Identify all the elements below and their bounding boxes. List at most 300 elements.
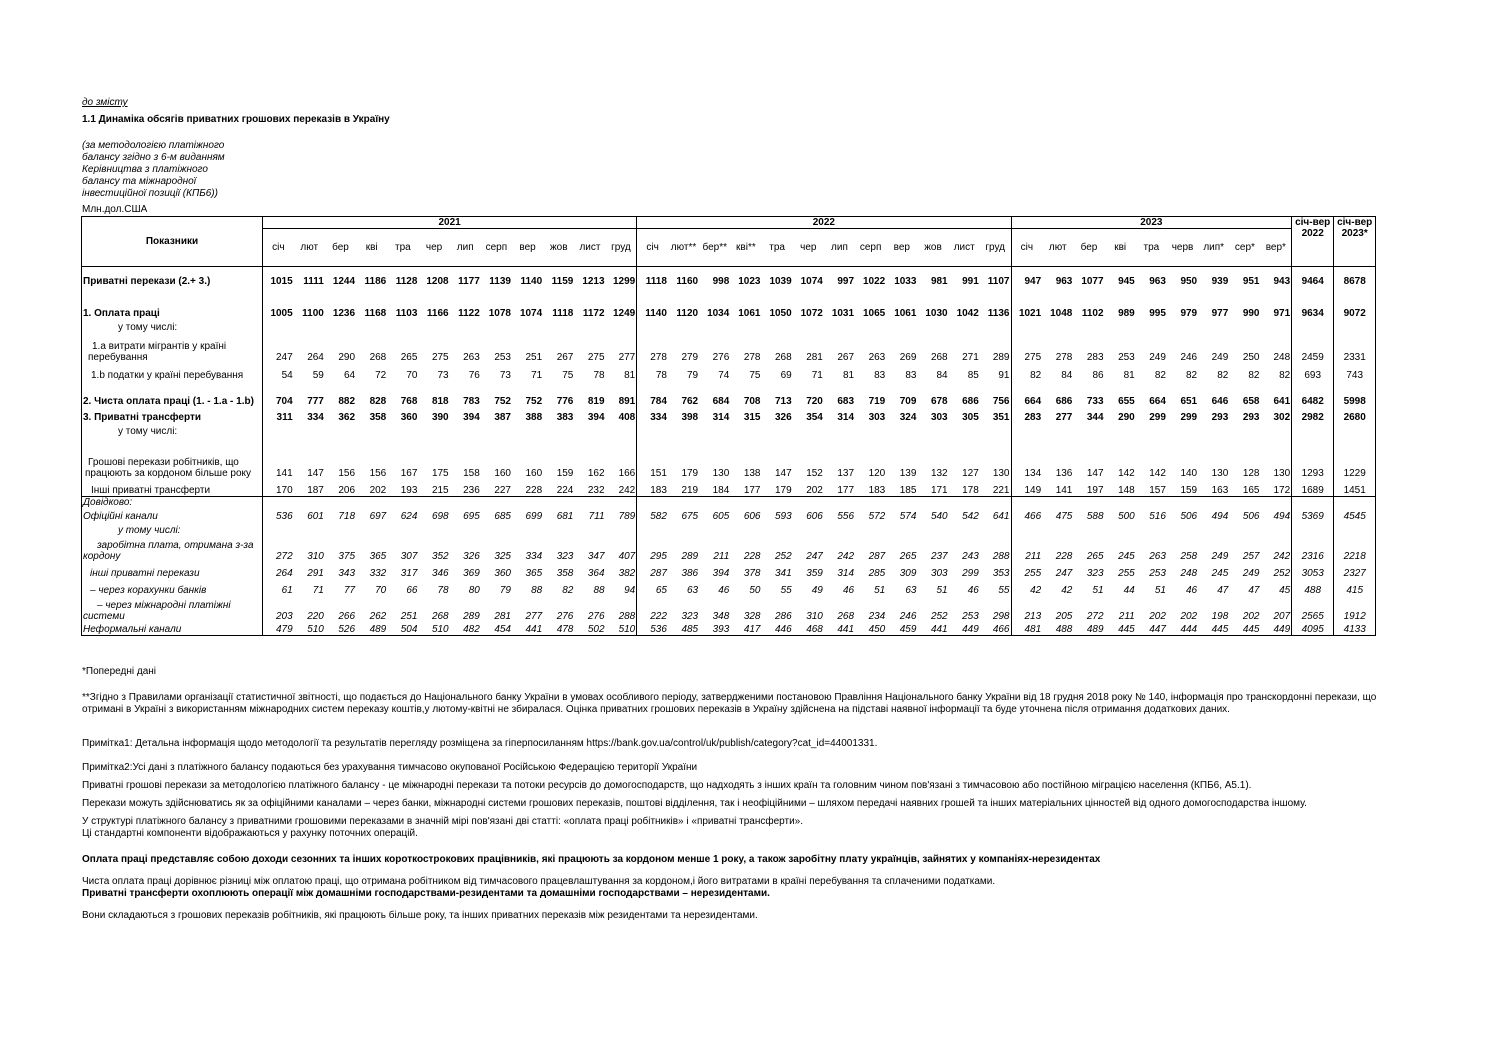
table-cell: 383: [556, 411, 574, 423]
header-month: груд: [980, 229, 1011, 267]
table-cell: 136: [1055, 467, 1073, 479]
table-cell: 369: [463, 568, 480, 579]
table-cell: 70: [375, 585, 387, 596]
table-cell: 1039: [769, 275, 792, 287]
table-row: [82, 579, 1376, 596]
table-cell: 278: [743, 351, 761, 363]
table-cell: 272: [1086, 611, 1104, 622]
table-cell: 82: [1217, 369, 1229, 381]
table-cell: 265: [1086, 551, 1104, 562]
table-cell: 299: [962, 568, 979, 579]
table-cell: 291: [307, 568, 324, 579]
table-cell: 441: [917, 622, 948, 635]
table-cell: 445: [1229, 622, 1260, 635]
table-cell: 183: [637, 479, 668, 497]
table-cell: 1208: [426, 275, 449, 287]
table-cell: 278: [1055, 351, 1073, 363]
table-cell: 449: [949, 622, 980, 635]
table-cell: 289: [681, 551, 699, 562]
table-cell: 63: [905, 585, 917, 596]
table-cell: 290: [1118, 411, 1135, 423]
table-cell: 149: [1011, 479, 1042, 497]
table-cell: 711: [588, 511, 605, 522]
table-cell: 818: [431, 395, 449, 407]
header-month: кві: [1105, 229, 1136, 267]
table-cell: 265: [899, 551, 917, 562]
table-cell: 83: [905, 369, 917, 381]
table-cell: 187: [307, 485, 324, 496]
table-cell: 963: [1149, 275, 1166, 287]
table-cell: 242: [837, 551, 855, 562]
table-cell: 683: [837, 395, 855, 407]
table-cell: 61: [263, 579, 294, 596]
table-cell: 78: [593, 369, 605, 381]
table-cell: 202: [806, 485, 823, 496]
table-cell: 1166: [426, 307, 449, 319]
table-cell: 219: [681, 485, 699, 496]
table-cell: 141: [263, 437, 294, 479]
table-cell: 1236: [332, 307, 356, 319]
table-cell: 130: [1273, 467, 1291, 479]
table-cell: 140: [1180, 467, 1198, 479]
remittances-table: [81, 216, 1376, 636]
page-title: 1.1 Динаміка обсягів приватних грошових переказів в Україну: [82, 114, 390, 125]
table-cell: 510: [294, 622, 325, 635]
table-cell: 266: [338, 611, 356, 622]
table-cell: 684: [712, 395, 730, 407]
table-cell: 221: [992, 485, 1010, 496]
table-cell: 317: [400, 568, 418, 579]
header-month: бер: [1073, 229, 1104, 267]
table-cell: 378: [743, 568, 761, 579]
table-cell: 84: [1061, 369, 1073, 381]
table-cell: 78: [437, 585, 449, 596]
table-cell: 314: [837, 568, 855, 579]
table-cell: 641: [992, 511, 1010, 522]
table-cell: 298: [992, 611, 1010, 622]
header-month: жов: [917, 229, 948, 267]
table-cell: 510: [606, 622, 637, 635]
row-label: Приватні перекази (2.+ 3.): [83, 275, 211, 287]
header-year-2022: 2022: [637, 217, 1011, 229]
table-cell: 269: [899, 351, 917, 363]
table-cell: 147: [775, 467, 792, 479]
table-cell: 303: [930, 568, 948, 579]
table-cell: 5369: [1292, 508, 1334, 522]
table-cell: 776: [556, 395, 574, 407]
row-label: Офіційні канали: [83, 511, 158, 522]
table-cell: 75: [749, 369, 761, 381]
header-indicators: Показники: [82, 217, 263, 267]
table-cell: 1172: [582, 307, 605, 319]
table-cell: 963: [1055, 275, 1073, 287]
table-cell: 1023: [738, 275, 761, 287]
table-cell: 343: [338, 568, 356, 579]
table-row: [82, 407, 1376, 423]
header-month: тра: [387, 229, 418, 267]
table-cell: 211: [1118, 611, 1135, 622]
table-cell: 2316: [1292, 536, 1334, 562]
table-cell: 236: [463, 485, 480, 496]
table-cell: 1005: [263, 301, 294, 319]
table-cell: 947: [1011, 267, 1042, 287]
table-cell: 593: [775, 511, 792, 522]
header-total-2023: січ-вер 2023*: [1334, 217, 1376, 267]
row-label: у тому числі:: [118, 425, 178, 437]
table-cell: 81: [1123, 369, 1135, 381]
table-cell: 516: [1149, 511, 1166, 522]
table-cell: 394: [463, 411, 480, 423]
table-cell: 271: [962, 351, 979, 363]
row-label: Грошові перекази робітників, що працюють за кордоном більше року: [85, 456, 252, 479]
table-cell: 699: [525, 511, 543, 522]
table-cell: 142: [1118, 467, 1135, 479]
table-cell: 1031: [831, 307, 855, 319]
table-cell: 1048: [1050, 307, 1073, 319]
toc-link[interactable]: до змісту: [82, 97, 128, 108]
table-cell: 147: [307, 467, 324, 479]
table-cell: 45: [1279, 585, 1291, 596]
table-cell: 276: [712, 351, 730, 363]
table-cell: 9634: [1292, 301, 1334, 319]
table-cell: 365: [369, 551, 387, 562]
table-cell: 160: [525, 467, 543, 479]
table-cell: 252: [930, 611, 948, 622]
table-cell: 272: [263, 536, 294, 562]
table-row: [82, 479, 1376, 497]
table-cell: 685: [494, 511, 511, 522]
table-cell: 78: [637, 363, 668, 381]
table-cell: 249: [1242, 568, 1260, 579]
table-cell: 245: [1211, 568, 1229, 579]
row-label: 3. Приватні трансферти: [83, 411, 202, 423]
table-row: [82, 301, 1376, 319]
table-cell: 224: [556, 485, 574, 496]
table-cell: 394: [712, 568, 730, 579]
table-cell: 277: [525, 611, 543, 622]
header-month: січ: [637, 229, 668, 267]
note-paragraph: Чиста оплата праці дорівнює різниці між оплатою праці, що отримана робітником від тимчасового працевлаштування за кордоном,і його витратами в країні перебування та сплаченими податками.: [82, 876, 996, 887]
table-cell: 719: [868, 395, 886, 407]
table-cell: 177: [743, 485, 761, 496]
table-cell: 697: [369, 511, 387, 522]
row-label: у тому числі:: [118, 525, 181, 536]
table-cell: 1074: [519, 307, 543, 319]
table-cell: 132: [930, 467, 948, 479]
table-cell: 743: [1334, 363, 1376, 381]
table-cell: 51: [1154, 585, 1166, 596]
table-cell: 784: [637, 381, 668, 407]
table-cell: 158: [463, 467, 480, 479]
table-cell: 1015: [263, 267, 294, 287]
table-cell: 606: [806, 511, 823, 522]
row-label: 1.b податки у країні перебування: [91, 369, 244, 381]
table-cell: 288: [992, 551, 1010, 562]
table-cell: 268: [369, 351, 387, 363]
table-cell: 482: [450, 622, 481, 635]
header-month: бер**: [699, 229, 730, 267]
table-cell: 202: [1149, 611, 1166, 622]
table-cell: 207: [1273, 611, 1291, 622]
table-cell: 77: [343, 585, 356, 596]
table-cell: 46: [842, 585, 855, 596]
table-cell: 362: [338, 411, 356, 423]
table-cell: 777: [307, 395, 324, 407]
table-cell: 2565: [1292, 596, 1334, 622]
table-cell: 288: [618, 611, 636, 622]
table-cell: 981: [930, 275, 948, 287]
table-cell: 326: [775, 411, 792, 423]
header-month: лип: [450, 229, 481, 267]
table-cell: 695: [463, 511, 480, 522]
table-cell: 315: [743, 411, 761, 423]
header-month: січ: [1011, 229, 1042, 267]
header-year-2023: 2023: [1011, 217, 1292, 229]
table-cell: 709: [899, 395, 917, 407]
table-cell: 76: [468, 369, 480, 381]
header-month: лип*: [1198, 229, 1229, 267]
table-cell: 466: [980, 622, 1011, 635]
table-cell: 275: [1011, 333, 1042, 363]
table-cell: 1074: [800, 275, 823, 287]
table-cell: 720: [806, 395, 823, 407]
table-cell: 183: [868, 485, 886, 496]
table-cell: 65: [637, 579, 668, 596]
table-cell: 1122: [458, 307, 480, 319]
table-cell: 311: [263, 407, 294, 423]
table-cell: 275: [587, 351, 605, 363]
table-cell: 179: [775, 485, 792, 496]
table-cell: 156: [369, 467, 387, 479]
table-cell: 408: [618, 411, 636, 423]
table-cell: 293: [1242, 411, 1260, 423]
table-cell: 80: [468, 585, 480, 596]
table-row: [82, 363, 1376, 381]
table-cell: 9464: [1292, 267, 1334, 287]
header-month: лют: [1042, 229, 1073, 267]
table-cell: 299: [1180, 411, 1198, 423]
table-cell: 481: [1011, 622, 1042, 635]
note-paragraph: Приватні трансферти охоплюють операції між домашніми господарствами-резидентами та домашніми господарствами – нерезидентами.: [82, 888, 770, 899]
table-row: [82, 423, 1376, 437]
table-cell: 314: [837, 411, 855, 423]
table-cell: 394: [587, 411, 605, 423]
table-cell: 1128: [395, 275, 418, 287]
table-cell: 939: [1211, 275, 1229, 287]
table-cell: 307: [400, 551, 418, 562]
table-cell: 360: [494, 568, 511, 579]
table-cell: 605: [712, 511, 730, 522]
table-cell: 950: [1180, 275, 1198, 287]
table-cell: 202: [1180, 611, 1198, 622]
table-cell: 94: [624, 585, 636, 596]
table-cell: 651: [1180, 395, 1198, 407]
table-cell: 228: [743, 551, 761, 562]
table-cell: 1050: [769, 307, 792, 319]
table-cell: 85: [967, 369, 979, 381]
table-cell: 120: [868, 467, 886, 479]
table-cell: 2327: [1334, 562, 1376, 579]
table-cell: 998: [712, 275, 730, 287]
header-month: чер: [418, 229, 449, 267]
header-month: тра: [1136, 229, 1167, 267]
table-cell: 977: [1211, 307, 1229, 319]
table-cell: 1159: [551, 275, 574, 287]
note-paragraph: Вони складаються з грошових переказів робітників, які працюють більше року, та інших приватних переказів між резидентами та нерезидентами.: [82, 910, 758, 921]
header-month: кві**: [730, 229, 761, 267]
table-cell: 1229: [1334, 437, 1376, 479]
table-cell: 346: [431, 568, 449, 579]
table-cell: 360: [400, 411, 418, 423]
table-cell: 88: [531, 585, 543, 596]
table-cell: 943: [1273, 275, 1291, 287]
table-cell: 197: [1086, 485, 1104, 496]
table-cell: 1102: [1081, 307, 1104, 319]
table-cell: 171: [930, 485, 948, 496]
table-cell: 46: [1186, 585, 1198, 596]
row-label: Неформальні канали: [83, 623, 182, 635]
row-label: інші приватні перекази: [90, 568, 200, 579]
table-cell: 1030: [925, 307, 948, 319]
table-cell: 82: [1154, 369, 1166, 381]
table-cell: 148: [1118, 485, 1135, 496]
table-row: [82, 319, 1376, 333]
table-cell: 417: [730, 622, 761, 635]
table-cell: 358: [556, 568, 574, 579]
table-cell: 502: [574, 622, 605, 635]
notes-section: [82, 666, 1402, 922]
table-cell: 267: [837, 351, 855, 363]
table-cell: 247: [263, 333, 294, 363]
table-cell: 175: [431, 467, 449, 479]
table-cell: 159: [1180, 485, 1198, 496]
table-cell: 228: [525, 485, 543, 496]
header-month: жов: [543, 229, 574, 267]
table-cell: 708: [743, 395, 761, 407]
table-cell: 494: [1273, 511, 1291, 522]
table-cell: 789: [618, 511, 636, 522]
table-cell: 364: [587, 568, 605, 579]
table-cell: 42: [1061, 585, 1073, 596]
table-cell: 198: [1211, 611, 1229, 622]
table-cell: 325: [494, 551, 511, 562]
table-cell: 179: [681, 467, 699, 479]
table-cell: 328: [743, 611, 761, 622]
table-cell: 262: [369, 611, 387, 622]
table-cell: 664: [1011, 381, 1042, 407]
table-cell: 459: [886, 622, 917, 635]
table-cell: 277: [618, 351, 636, 363]
table-cell: 222: [637, 596, 668, 622]
table-cell: 588: [1086, 511, 1104, 522]
table-cell: 82: [1186, 369, 1198, 381]
table-cell: 334: [525, 551, 543, 562]
table-cell: 42: [1011, 579, 1042, 596]
table-cell: 277: [1055, 411, 1073, 423]
header-month: кві: [356, 229, 387, 267]
table-cell: 268: [930, 351, 948, 363]
header-month: вер: [886, 229, 917, 267]
header-month: лип: [824, 229, 855, 267]
table-cell: 4545: [1334, 508, 1376, 522]
table-cell: 211: [1011, 536, 1042, 562]
header-month: серп: [481, 229, 512, 267]
table-cell: 762: [681, 395, 699, 407]
table-cell: 1140: [637, 301, 668, 319]
table-cell: 72: [375, 369, 387, 381]
table-cell: 248: [1180, 568, 1198, 579]
table-cell: 281: [806, 351, 823, 363]
table-cell: 253: [962, 611, 979, 622]
table-cell: 1244: [332, 275, 356, 287]
note-paragraph: Ці стандартні компоненти відображаються у рахунку поточних операцій.: [82, 828, 418, 839]
table-cell: 1077: [1081, 275, 1104, 287]
table-cell: 510: [418, 622, 449, 635]
table-cell: 303: [868, 411, 886, 423]
table-cell: 352: [431, 551, 449, 562]
table-cell: 2459: [1292, 333, 1334, 363]
table-cell: 79: [687, 369, 699, 381]
table-cell: 768: [400, 395, 418, 407]
table-cell: 142: [1149, 467, 1166, 479]
table-cell: 2331: [1334, 333, 1376, 363]
table-cell: 1120: [676, 307, 699, 319]
table-cell: 1100: [302, 307, 324, 319]
table-cell: 245: [1118, 551, 1135, 562]
table-cell: 398: [681, 411, 699, 423]
table-cell: 713: [775, 395, 792, 407]
table-cell: 167: [400, 467, 418, 479]
table-cell: 678: [930, 395, 948, 407]
table-cell: 206: [338, 485, 356, 496]
table-cell: 283: [1086, 351, 1104, 363]
table-cell: 286: [775, 611, 792, 622]
table-cell: 290: [338, 351, 356, 363]
table-cell: 354: [806, 411, 823, 423]
table-cell: 1022: [863, 275, 886, 287]
table-cell: 251: [400, 611, 418, 622]
table-cell: 251: [525, 351, 543, 363]
table-cell: 247: [1055, 568, 1073, 579]
table-cell: 152: [806, 467, 823, 479]
table-cell: 526: [325, 622, 356, 635]
table-cell: 506: [1180, 511, 1198, 522]
header-year-2021: 2021: [263, 217, 637, 229]
table-row: [82, 536, 1376, 562]
table-cell: 287: [868, 551, 886, 562]
table-cell: 69: [780, 369, 792, 381]
table-cell: 997: [837, 275, 855, 287]
table-cell: 160: [494, 467, 511, 479]
table-cell: 211: [713, 551, 730, 562]
table-cell: 324: [899, 411, 917, 423]
row-label: 2. Чиста оплата праці (1. - 1.а - 1.b): [83, 395, 254, 407]
table-cell: 151: [637, 437, 668, 479]
table-cell: 466: [1011, 508, 1042, 522]
table-cell: 70: [406, 369, 418, 381]
table-cell: 73: [499, 369, 511, 381]
table-cell: 686: [1055, 395, 1073, 407]
table-cell: 2982: [1292, 407, 1334, 423]
table-cell: 1299: [613, 275, 636, 287]
table-cell: 285: [868, 568, 886, 579]
table-cell: 134: [1011, 437, 1042, 479]
table-cell: 295: [637, 536, 668, 562]
table-cell: 64: [343, 369, 356, 381]
table-cell: 2680: [1334, 407, 1376, 423]
table-cell: 704: [263, 381, 294, 407]
table-cell: 51: [936, 585, 948, 596]
